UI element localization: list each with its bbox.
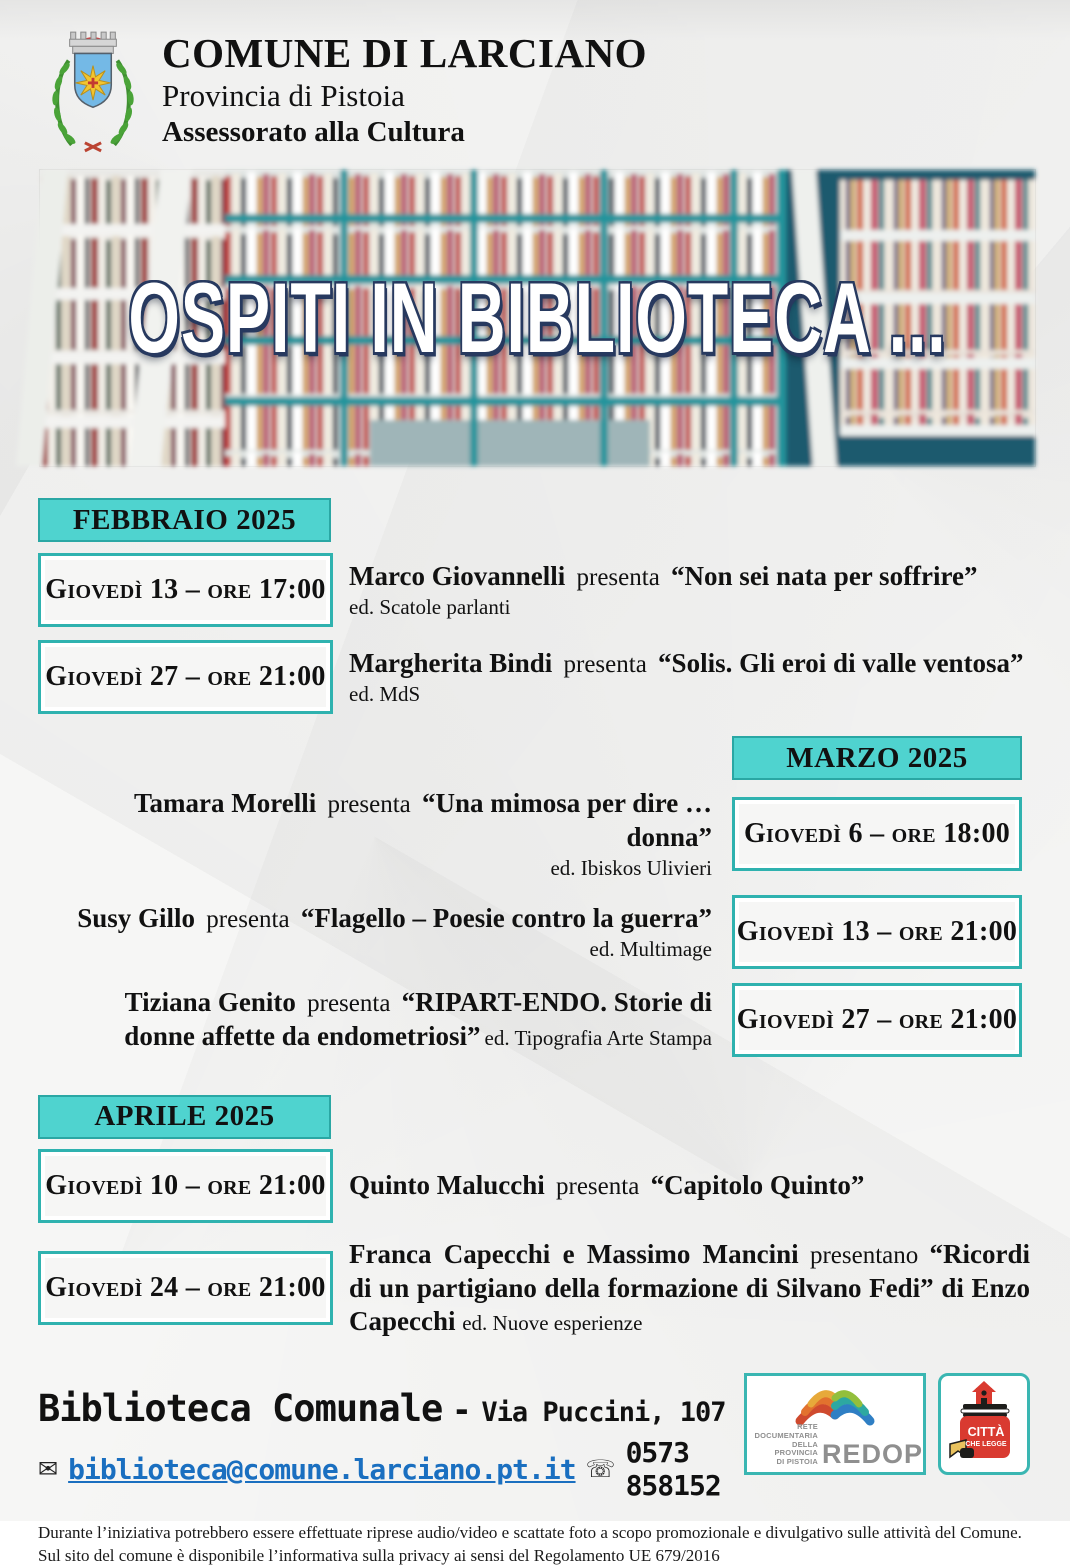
- event-row: [38, 1238, 1030, 1339]
- redop-line: DOCUMENTARIA: [754, 1431, 818, 1441]
- event-verb: presenta: [563, 651, 647, 678]
- event-verb: presenta: [206, 905, 290, 933]
- event-curator: di Enzo Capecchi: [349, 1272, 1030, 1337]
- event-row: [38, 553, 1030, 627]
- redop-line: DI PISTOIA: [776, 1456, 818, 1466]
- citta-che-legge-book-icon: [948, 1380, 1020, 1468]
- event-author: Quinto Malucchi: [349, 1169, 545, 1200]
- event-book-title: “Capitolo Quinto”: [650, 1169, 865, 1200]
- event-book-title: “RIPART-ENDO. Storie di donne affette da endometriosi”: [124, 987, 712, 1051]
- redop-line: RETE: [797, 1422, 818, 1432]
- event-description: [62, 986, 712, 1054]
- footer: [38, 1373, 1030, 1502]
- event-book-title: “Ricordi di un partigiano della formazione di Silvano Fedi”: [349, 1238, 1030, 1303]
- event-publisher: ed. Scatole parlanti: [349, 594, 511, 619]
- event-row: [38, 895, 1030, 969]
- event-publisher: ed. Ibiskos Ulivieri: [550, 855, 712, 880]
- event-author: Susy Gillo: [77, 902, 196, 933]
- event-author: Tiziana Genito: [124, 987, 296, 1017]
- contact-block: [38, 1387, 744, 1502]
- event-row: [38, 640, 1030, 714]
- event-date-box: Giovedì 13 – ore 17:00: [38, 553, 333, 627]
- event-book-title: “Una mimosa per dire … donna”: [422, 788, 712, 852]
- event-description: [62, 787, 712, 881]
- province-name: Provincia di Pistoia: [162, 78, 405, 114]
- event-verb: presenta: [327, 791, 411, 818]
- phone-icon: ☏: [585, 1455, 616, 1483]
- citta-label: CITTÀ: [967, 1425, 1005, 1439]
- event-description: [62, 902, 712, 962]
- poster-title: OSPITI IN BIBLIOTECA ...: [128, 263, 947, 375]
- event-date-box: Giovedì 24 – ore 21:00: [38, 1251, 333, 1325]
- section-febbraio: [38, 498, 1030, 714]
- dash-separator: -: [451, 1390, 472, 1429]
- municipality-header: [0, 0, 1070, 156]
- library-address: Via Puccini, 107: [481, 1397, 726, 1428]
- event-date-box: Giovedì 27 – ore 21:00: [732, 983, 1022, 1057]
- phone-number: 0573 858152: [625, 1436, 721, 1502]
- event-author: Margherita Bindi: [349, 648, 553, 678]
- event-verb: presentano: [809, 1241, 919, 1269]
- event-row: [38, 1149, 1030, 1223]
- event-date-box: Giovedì 10 – ore 21:00: [38, 1149, 333, 1223]
- event-book-title: “Flagello – Poesie contro la guerra”: [300, 902, 712, 933]
- event-verb: presenta: [576, 564, 660, 591]
- month-header-febbraio: FEBBRAIO 2025: [38, 498, 331, 542]
- privacy-disclaimer: Durante l’iniziativa potrebbero essere effettuate riprese audio/video e scattate foto a scopo promozionale e divulgativo sulle attività del Comune. Sul sito del comune è disponibile l’informativa sulla privacy ai sensi del Regolamento UE 679/2016: [38, 1523, 1022, 1565]
- event-publisher: ed. Tipografia Arte Stampa: [484, 1025, 712, 1050]
- municipality-name: COMUNE DI LARCIANO: [162, 30, 648, 77]
- library-photo-banner: [40, 170, 1035, 466]
- department-name: Assessorato alla Cultura: [162, 116, 465, 149]
- citta-che-legge-logo: [938, 1373, 1030, 1475]
- library-name: Biblioteca Comunale: [38, 1387, 443, 1430]
- event-book-title: “Solis. Gli eroi di valle ventosa”: [658, 648, 1024, 678]
- event-publisher: ed. Multimage: [589, 936, 712, 961]
- event-description: [349, 560, 978, 620]
- event-date-box: Giovedì 6 – ore 18:00: [732, 797, 1022, 871]
- event-date-box: Giovedì 27 – ore 21:00: [38, 640, 333, 714]
- contact-line: [38, 1436, 744, 1502]
- event-row: [38, 983, 1030, 1057]
- event-verb: presenta: [556, 1172, 640, 1200]
- month-header-marzo: MARZO 2025: [732, 736, 1022, 780]
- library-name-line: [38, 1387, 744, 1430]
- event-publisher: ed. Nuove esperienze: [462, 1311, 643, 1336]
- section-aprile: [38, 1095, 1030, 1339]
- event-book-title: “Non sei nata per soffrire”: [671, 561, 978, 591]
- event-author: Tamara Morelli: [133, 788, 317, 818]
- event-description: [349, 1238, 1030, 1339]
- email-link[interactable]: biblioteca@comune.larciano.pt.it: [68, 1452, 576, 1486]
- event-description: [349, 647, 1024, 707]
- mail-icon: ✉: [38, 1455, 59, 1483]
- month-header-aprile: APRILE 2025: [38, 1095, 331, 1139]
- redop-wordmark: REDOP: [821, 1439, 923, 1470]
- event-author: Franca Capecchi e Massimo Mancini: [349, 1238, 799, 1269]
- event-row: [38, 787, 1030, 881]
- redop-logo: [744, 1373, 926, 1475]
- event-date-box: Giovedì 13 – ore 21:00: [732, 895, 1022, 969]
- redop-network-label: [747, 1423, 818, 1466]
- event-publisher: ed. MdS: [349, 681, 421, 706]
- event-author: Marco Giovannelli: [349, 561, 566, 591]
- larciano-coat-of-arms-icon: [44, 24, 142, 156]
- section-marzo: [38, 736, 1030, 1057]
- event-verb: presenta: [307, 990, 391, 1017]
- redop-line: DELLA PROVINCIA: [774, 1439, 818, 1458]
- redop-book-icon: [789, 1381, 881, 1427]
- event-description: [349, 1169, 864, 1203]
- che-legge-label: CHE LEGGE: [965, 1441, 1007, 1448]
